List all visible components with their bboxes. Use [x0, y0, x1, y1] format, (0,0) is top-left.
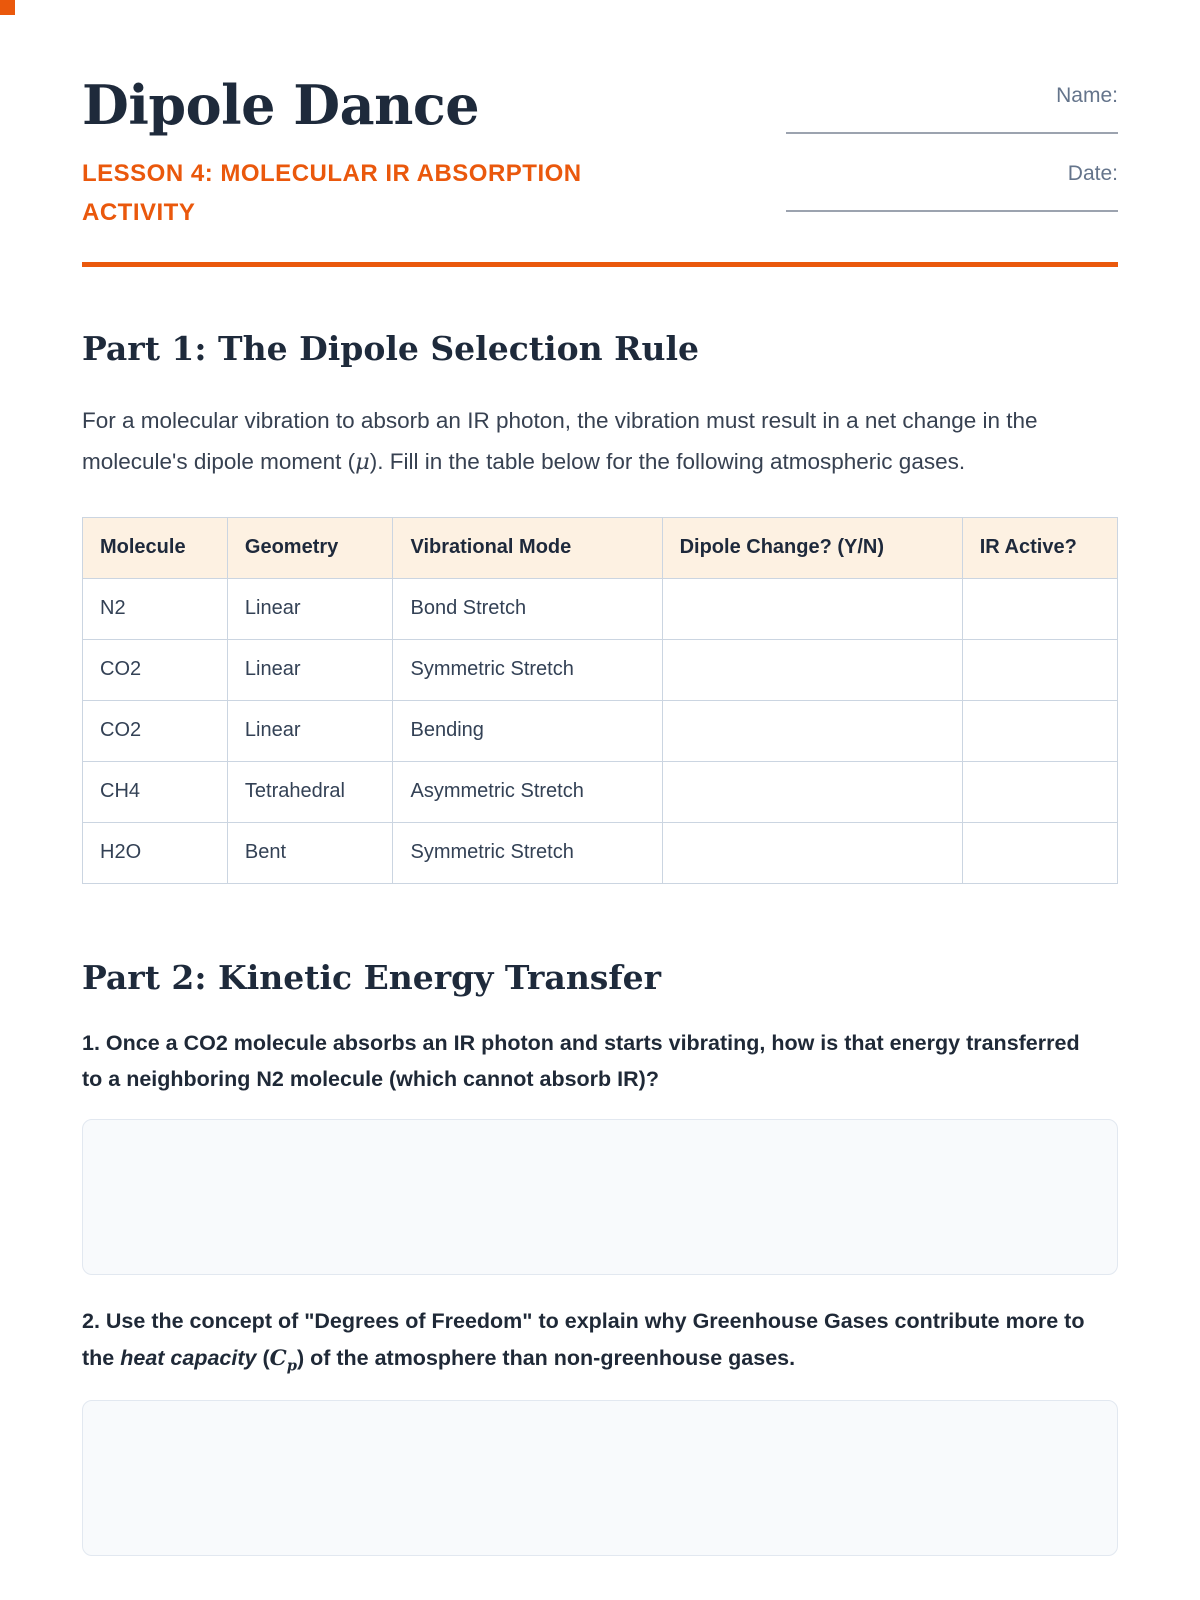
header-ir-active: IR Active? [962, 517, 1117, 578]
cell-geometry: Linear [227, 700, 393, 761]
intro-text-after: ). Fill in the table below for the following atmospheric gases. [369, 448, 966, 474]
cell-ir-active-blank[interactable] [962, 578, 1117, 639]
cell-molecule: CO2 [83, 639, 228, 700]
corner-accent [0, 0, 15, 15]
cell-vibrational-mode: Symmetric Stretch [393, 639, 662, 700]
name-date-block [786, 76, 1118, 212]
header [82, 73, 1118, 232]
table-row [83, 700, 1118, 761]
cell-ir-active-blank[interactable] [962, 639, 1117, 700]
name-field-group [786, 84, 1118, 134]
lesson-subtitle-line2: ACTIVITY [82, 198, 196, 226]
part1-heading: Part 1: The Dipole Selection Rule [82, 329, 700, 369]
cell-dipole-change-blank[interactable] [662, 700, 962, 761]
heat-capacity-symbol [269, 1345, 297, 1374]
answer-box-2[interactable] [82, 1400, 1118, 1556]
header-dipole-change: Dipole Change? (Y/N) [662, 517, 962, 578]
cell-molecule: N2 [83, 578, 228, 639]
cell-geometry: Tetrahedral [227, 761, 393, 822]
question-2-text-before: 2. Use the concept of "Degrees of Freedom" to explain why Greenhouse Gases contribute more to the [82, 1309, 1085, 1370]
lesson-subtitle [82, 155, 582, 232]
table-header-row [83, 517, 1118, 578]
cell-vibrational-mode: Symmetric Stretch [393, 822, 662, 883]
cell-ir-active-blank[interactable] [962, 822, 1117, 883]
cell-geometry: Linear [227, 639, 393, 700]
header-molecule: Molecule [83, 517, 228, 578]
question-2-text-after: ) of the atmosphere than non-greenhouse gases. [296, 1345, 796, 1370]
cell-dipole-change-blank[interactable] [662, 578, 962, 639]
cell-molecule: H2O [83, 822, 228, 883]
cell-vibrational-mode: Asymmetric Stretch [393, 761, 662, 822]
cell-geometry: Bent [227, 822, 393, 883]
table-row [83, 822, 1118, 883]
title-block [82, 73, 582, 232]
cell-dipole-change-blank[interactable] [662, 639, 962, 700]
page-title: Dipole Dance [82, 73, 480, 137]
date-field-group [786, 162, 1118, 212]
cell-vibrational-mode: Bending [393, 700, 662, 761]
date-label: Date: [1067, 162, 1118, 185]
cell-molecule: CO2 [83, 700, 228, 761]
mu-symbol: μ [355, 448, 370, 475]
question-1: 1. Once a CO2 molecule absorbs an IR photon and starts vibrating, how is that energy transferred to a neighboring N2 molecule (which cannot absorb IR)? [82, 1031, 1080, 1092]
table-row [83, 639, 1118, 700]
heat-capacity-symbol-base: C [269, 1345, 287, 1371]
header-vibrational-mode: Vibrational Mode [393, 517, 662, 578]
heat-capacity-symbol-sub: p [286, 1356, 297, 1374]
intro-text-before: For a molecular vibration to absorb an IR photon, the vibration must result in a net change in the molecule's dipole moment ( [82, 407, 1038, 474]
question-2 [82, 1303, 1097, 1378]
date-write-line [786, 186, 1118, 212]
cell-geometry: Linear [227, 578, 393, 639]
header-geometry: Geometry [227, 517, 393, 578]
accent-divider [82, 262, 1118, 267]
answer-box-1[interactable] [82, 1119, 1118, 1275]
part2-heading: Part 2: Kinetic Energy Transfer [82, 957, 661, 997]
cell-dipole-change-blank[interactable] [662, 761, 962, 822]
dipole-table [82, 517, 1118, 884]
cell-ir-active-blank[interactable] [962, 700, 1117, 761]
cell-ir-active-blank[interactable] [962, 761, 1117, 822]
name-write-line [786, 108, 1118, 134]
question-2-paren-open: ( [256, 1345, 270, 1370]
cell-molecule: CH4 [83, 761, 228, 822]
table-row [83, 578, 1118, 639]
name-label: Name: [1056, 84, 1118, 107]
part1-intro [82, 401, 1097, 483]
cell-vibrational-mode: Bond Stretch [393, 578, 662, 639]
table-row [83, 761, 1118, 822]
question-2-italic-term: heat capacity [120, 1345, 257, 1370]
cell-dipole-change-blank[interactable] [662, 822, 962, 883]
lesson-subtitle-line1: LESSON 4: MOLECULAR IR ABSORPTION [82, 160, 582, 188]
